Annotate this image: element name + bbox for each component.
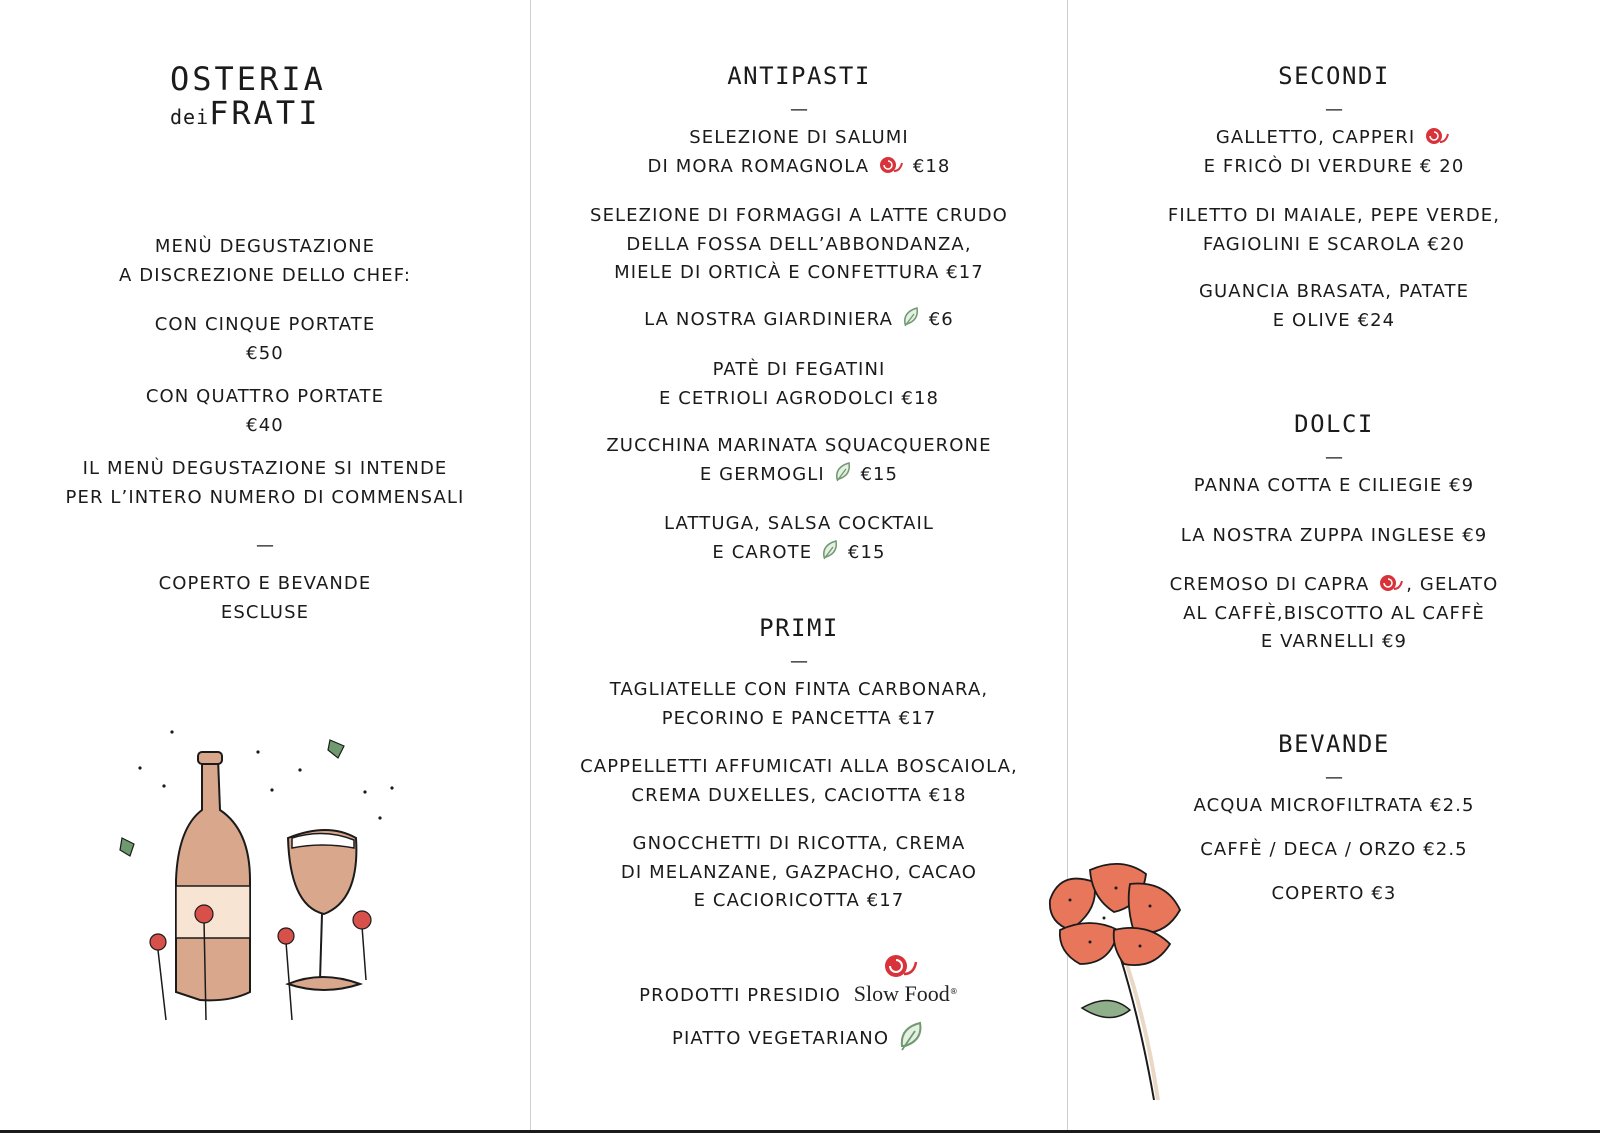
dolci-dash: — <box>1325 447 1343 468</box>
dolci-heading: DOLCI <box>1294 410 1374 438</box>
tasting-line-1: MENÙ DEGUSTAZIONE <box>154 236 376 257</box>
item-text: FAGIOLINI E SCAROLA €20 <box>1202 233 1466 255</box>
menu-item-acqua <box>1068 792 1600 821</box>
item-text: ACQUA MICROFILTRATA €2.5 <box>1193 795 1475 816</box>
menu-item-gnocchetti <box>531 830 1067 916</box>
menu-item-zuppa-inglese <box>1068 522 1600 551</box>
menu-item-cremoso <box>1068 571 1600 657</box>
antipasti-heading: ANTIPASTI <box>727 62 871 90</box>
tasting-menu-title <box>0 233 530 290</box>
legend-vegetarian-label: PIATTO VEGETARIANO <box>672 1028 890 1049</box>
four-courses-price: €40 <box>246 414 284 436</box>
slow-food-snail-icon <box>1424 126 1450 146</box>
note-line-2: PER L’INTERO NUMERO DI COMMENSALI <box>65 486 465 508</box>
secondi-dash: — <box>1325 99 1343 120</box>
menu-item-formaggi <box>531 202 1067 288</box>
menu-item-panna-cotta <box>1068 472 1600 501</box>
menu-item-salumi <box>531 124 1067 181</box>
item-text: CAPPELLETTI AFFUMICATI ALLA BOSCAIOLA, <box>580 756 1018 777</box>
item-text: E CACIORICOTTA €17 <box>693 890 905 911</box>
item-text: PATÈ DI FEGATINI <box>712 359 886 380</box>
restaurant-logo <box>170 62 326 134</box>
menu-item-tagliatelle <box>531 676 1067 733</box>
slow-food-snail-icon <box>882 952 918 980</box>
legend-vegetarian <box>531 1020 1067 1054</box>
primi-heading: PRIMI <box>759 614 839 642</box>
primi-dash: — <box>790 651 808 672</box>
item-text: FILETTO DI MAIALE, PEPE VERDE, <box>1167 205 1501 226</box>
item-text: PANNA COTTA E CILIEGIE €9 <box>1193 475 1475 496</box>
item-text: GALLETTO, CAPPERI <box>1068 124 1600 153</box>
menu-item-pate <box>531 356 1067 413</box>
intro-divider-dash: — <box>256 535 274 556</box>
bevande-heading: BEVANDE <box>1278 730 1390 758</box>
menu-item-guancia <box>1068 278 1600 335</box>
five-courses-price: €50 <box>246 342 284 364</box>
vegetarian-leaf-icon <box>898 1020 924 1052</box>
menu-item-zucchina <box>531 432 1067 489</box>
vegetarian-leaf-icon <box>821 539 839 561</box>
note-line-1: IL MENÙ DEGUSTAZIONE SI INTENDE <box>82 458 448 479</box>
slow-food-logo <box>854 978 959 1011</box>
item-text: GUANCIA BRASATA, PATATE <box>1198 281 1470 302</box>
item-text: PECORINO E PANCETTA €17 <box>661 707 937 729</box>
slow-food-snail-icon <box>1378 573 1404 593</box>
wine-bottle-glass-illustration <box>110 730 410 1030</box>
item-text: COPERTO €3 <box>1271 883 1397 904</box>
menu-item-filetto <box>1068 202 1600 259</box>
excluded-line-1: COPERTO E BEVANDE <box>158 573 372 594</box>
menu-item-giardiniera <box>531 306 1067 335</box>
tasting-five-courses <box>0 311 530 368</box>
item-text: DELLA FOSSA DELL’ABBONDANZA, <box>626 233 972 255</box>
item-text: CAFFÈ / DECA / ORZO €2.5 <box>1200 839 1468 860</box>
item-text: E GERMOGLI €15 <box>531 461 1067 490</box>
registered-mark: ® <box>949 987 959 996</box>
item-text: DI MORA ROMAGNOLA €18 <box>647 155 951 177</box>
item-text: E CAROTE €15 <box>531 539 1067 568</box>
legend-slow-food <box>531 978 1067 1011</box>
logo-dei-frati <box>170 96 326 134</box>
antipasti-dash: — <box>790 99 808 120</box>
legend-presidio-label: PRODOTTI PRESIDIO <box>639 985 841 1006</box>
secondi-heading: SECONDI <box>1278 62 1390 90</box>
item-text: SELEZIONE DI SALUMI <box>689 127 909 148</box>
item-text: CREMOSO DI CAPRA , GELATO <box>1169 574 1499 595</box>
menu-item-galletto <box>1068 124 1600 181</box>
logo-osteria: OSTERIA <box>170 60 326 98</box>
slow-food-snail-icon <box>878 155 904 175</box>
bevande-dash: — <box>1325 767 1343 788</box>
logo-frati: FRATI <box>209 94 321 132</box>
tasting-four-courses <box>0 383 530 440</box>
item-text: TAGLIATELLE CON FINTA CARBONARA, <box>609 679 989 700</box>
item-text: AL CAFFÈ,BISCOTTO AL CAFFÈ <box>1183 602 1485 624</box>
item-text: LA NOSTRA GIARDINIERA €6 <box>531 306 1067 335</box>
four-courses-label: CON QUATTRO PORTATE <box>145 386 385 407</box>
item-text: CREMA DUXELLES, CACIOTTA €18 <box>631 784 967 806</box>
vegetarian-leaf-icon <box>902 306 920 328</box>
five-courses-label: CON CINQUE PORTATE <box>154 314 376 335</box>
excluded-line-2: ESCLUSE <box>220 601 310 623</box>
item-text: E VARNELLI €9 <box>1260 631 1408 652</box>
item-text: ZUCCHINA MARINATA SQUACQUERONE <box>606 435 992 456</box>
item-text: LA NOSTRA ZUPPA INGLESE €9 <box>1180 525 1488 546</box>
item-text: DI MELANZANE, GAZPACHO, CACAO <box>620 861 978 883</box>
item-text: E FRICÒ DI VERDURE € 20 <box>1203 155 1465 177</box>
tasting-line-2: A DISCREZIONE DELLO CHEF: <box>119 264 411 286</box>
item-text: E CETRIOLI AGRODOLCI €18 <box>658 387 940 409</box>
vegetarian-leaf-icon <box>834 461 852 483</box>
item-text: GNOCCHETTI DI RICOTTA, CREMA <box>632 833 966 854</box>
menu-item-lattuga <box>531 510 1067 567</box>
logo-dei: dei <box>170 105 210 129</box>
flower-illustration <box>1030 860 1210 1110</box>
panel-antipasti-primi <box>531 0 1067 1133</box>
menu-item-cappelletti <box>531 753 1067 810</box>
item-text: MIELE DI ORTICÀ E CONFETTURA €17 <box>614 262 984 283</box>
slow-food-wordmark: Slow Food <box>853 981 950 1006</box>
item-text: SELEZIONE DI FORMAGGI A LATTE CRUDO <box>590 205 1008 226</box>
cover-drinks-excluded <box>0 570 530 627</box>
panel-intro <box>0 0 530 1133</box>
item-text: E OLIVE €24 <box>1272 309 1396 331</box>
item-text: LATTUGA, SALSA COCKTAIL <box>663 513 935 534</box>
tasting-note <box>0 455 530 512</box>
